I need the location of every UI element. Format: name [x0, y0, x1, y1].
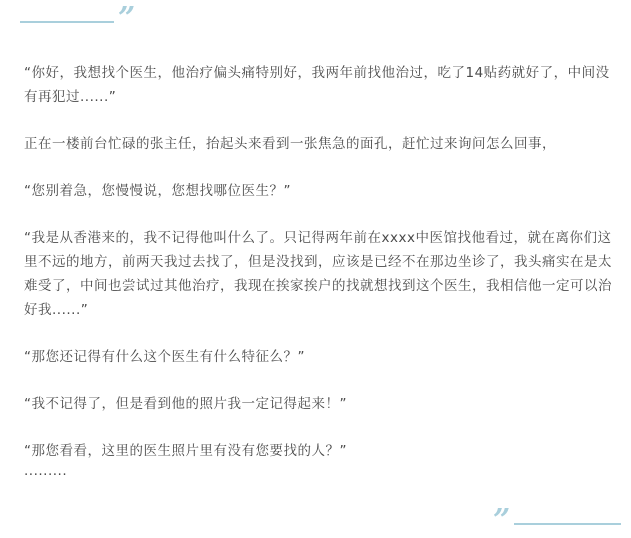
top-quote-mark-icon: ” — [118, 1, 136, 36]
top-divider-line — [20, 21, 114, 23]
bottom-divider-line — [514, 523, 621, 525]
paragraph-director-photos: “那您看看，这里的医生照片里有没有您要找的人？” — [24, 443, 347, 459]
bottom-quote-mark-icon: ” — [493, 503, 511, 538]
paragraph-patient-photo: “我不记得了，但是看到他的照片我一定记得起来！” — [24, 396, 347, 412]
article-body — [24, 61, 616, 479]
trailing-ellipsis: ......... — [24, 463, 68, 479]
paragraph-patient-request: “你好，我想找个医生，他治疗偏头痛特别好，我两年前找他治过，吃了14贴药就好了，中间没有再犯过......” — [24, 65, 610, 105]
paragraph-director-asks: “您别着急，您慢慢说，您想找哪位医生？” — [24, 183, 291, 199]
paragraph-director-features: “那您还记得有什么这个医生有什么特征么？” — [24, 349, 305, 365]
paragraph-director-notices: 正在一楼前台忙碌的张主任，抬起头来看到一张焦急的面孔，赶忙过来询问怎么回事， — [24, 136, 556, 152]
paragraph-patient-explains: “我是从香港来的，我不记得他叫什么了。只记得两年前在xxxx中医馆找他看过，就在离你们这里不远的地方，前两天我过去找了，但是没找到，应该是已经不在那边坐诊了，我头痛实在是太难受了，中间也尝试过其他治疗，我现在挨家挨户的找就想找到这个医生，我相信他一定可以治好我......” — [24, 230, 612, 318]
